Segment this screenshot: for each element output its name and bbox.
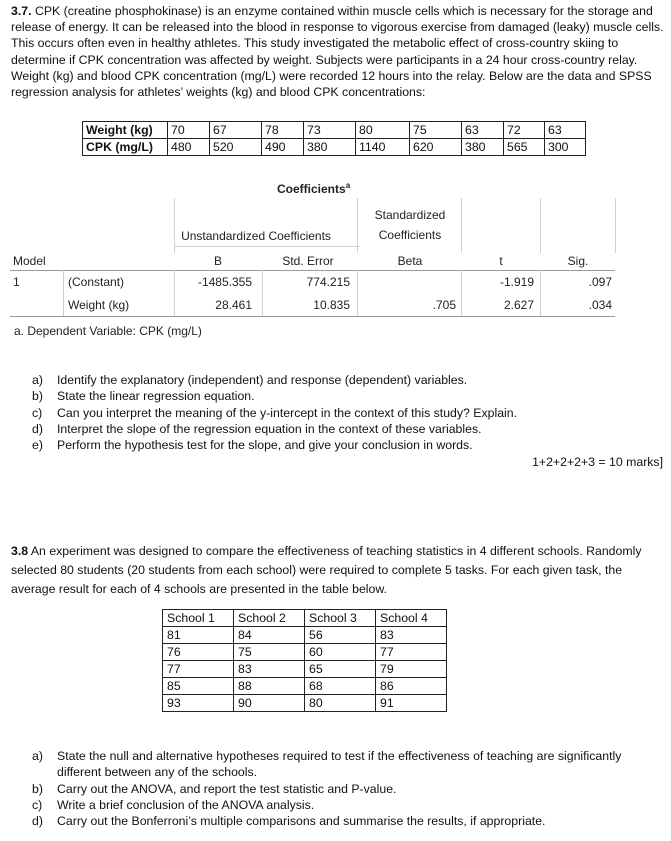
school-cell: 65 xyxy=(305,661,376,678)
school-cell: 68 xyxy=(305,678,376,695)
school-row xyxy=(163,627,447,644)
school-cell: 76 xyxy=(163,644,234,661)
spss-unstd-header: Unstandardized Coefficients xyxy=(181,229,331,243)
school-cell: 56 xyxy=(305,627,376,644)
cpk-cell: 300 xyxy=(545,139,586,156)
question-text: Carry out the Bonferroni’s multiple comparisons and summarise the results, if appropriate. xyxy=(57,814,546,829)
spss-row-se: 10.835 xyxy=(313,298,350,312)
spss-gridline xyxy=(357,198,358,253)
spss-gridline xyxy=(357,270,358,316)
weight-cell: 70 xyxy=(168,122,210,139)
question-label: b) xyxy=(32,781,43,796)
school-cell: 80 xyxy=(305,695,376,712)
spss-col-t: t xyxy=(499,254,503,268)
spss-gridline xyxy=(10,316,615,317)
spss-title-text: Coefficients xyxy=(277,182,346,196)
spss-col-b: B xyxy=(213,254,222,268)
school-row xyxy=(163,661,447,678)
spss-gridline xyxy=(10,270,615,271)
school-cell: 81 xyxy=(163,627,234,644)
cpk-row xyxy=(83,139,586,156)
school-header: School 2 xyxy=(234,610,305,627)
spss-title-sup: a xyxy=(345,181,351,190)
q38-number: 3.8 xyxy=(11,544,29,558)
school-row xyxy=(163,644,447,661)
school-cell: 77 xyxy=(376,644,447,661)
question-label: a) xyxy=(32,749,43,763)
cpk-cell: 490 xyxy=(262,139,304,156)
weight-label: Weight (kg) xyxy=(83,122,168,139)
school-row xyxy=(163,678,447,695)
spss-row-t: -1.919 xyxy=(499,275,534,289)
school-cell: 60 xyxy=(305,644,376,661)
weight-cell: 75 xyxy=(410,122,462,139)
school-header: School 4 xyxy=(376,610,447,627)
spss-row-name: Weight (kg) xyxy=(68,298,130,312)
spss-gridline xyxy=(540,198,541,253)
spss-gridline xyxy=(174,198,175,253)
q37-intro-text: CPK (creatine phosphokinase) is an enzyme contained within muscle cells which is necessary for the storage and release of energy. It can be released into the blood in response to vigorous exercise from damaged (leaky) muscle cells. This occurs often even in healthy athletes. This study investigated the metabolic effect of cross-country skiing to determine if CPK concentration was affected by weight. Subjects were participants in a 24 hour cross-country relay. Weight (kg) and blood CPK concentration (mg/L) were recorded 12 hours into the relay. Below are the data and SPSS regression analysis for athletes’ weights (kg) and blood CPK concentrations: xyxy=(11,4,664,100)
question-label: c) xyxy=(32,797,43,812)
spss-row-se: 774.215 xyxy=(306,275,350,289)
question-item xyxy=(32,372,652,388)
spss-row-t: 2.627 xyxy=(503,298,534,312)
q38-intro-block xyxy=(11,542,667,599)
question-item xyxy=(32,813,652,829)
question-text: State the null and alternative hypotheses required to test if the effectiveness of teaching are significantly different between any of the schools. xyxy=(57,749,622,780)
spss-model-number: 1 xyxy=(13,275,20,289)
question-label: d) xyxy=(32,814,43,829)
cpk-cell: 380 xyxy=(304,139,356,156)
cpk-cell: 565 xyxy=(504,139,545,156)
weight-cell: 67 xyxy=(210,122,262,139)
q37-intro-block xyxy=(11,3,667,100)
cpk-cell: 520 xyxy=(210,139,262,156)
spss-col-model: Model xyxy=(13,254,46,268)
question-item xyxy=(32,405,652,421)
spss-std-header-2: Coefficients xyxy=(378,228,442,242)
question-label: e) xyxy=(32,438,43,453)
weight-cell: 78 xyxy=(262,122,304,139)
spss-row-sig: .034 xyxy=(588,298,612,312)
school-cell: 90 xyxy=(234,695,305,712)
spss-gridline xyxy=(174,246,360,247)
spss-footnote: a. Dependent Variable: CPK (mg/L) xyxy=(14,324,202,338)
weight-cell: 72 xyxy=(504,122,545,139)
weight-cell: 63 xyxy=(462,122,504,139)
q37-intro xyxy=(11,3,667,100)
weight-row xyxy=(83,122,586,139)
school-header-row xyxy=(163,610,447,627)
q38-questions xyxy=(32,748,652,829)
q37-number: 3.7. xyxy=(11,4,32,18)
cpk-label: CPK (mg/L) xyxy=(83,139,168,156)
school-cell: 88 xyxy=(234,678,305,695)
cpk-cell: 380 xyxy=(462,139,504,156)
weight-cell: 63 xyxy=(545,122,586,139)
weight-cpk-table xyxy=(82,121,586,156)
school-cell: 83 xyxy=(376,627,447,644)
question-text: State the linear regression equation. xyxy=(57,389,255,404)
school-header: School 3 xyxy=(305,610,376,627)
question-text: Identify the explanatory (independent) and response (dependent) variables. xyxy=(57,373,468,387)
spss-col-sig: Sig. xyxy=(567,254,589,268)
question-text: Perform the hypothesis test for the slope, and give your conclusion in words. xyxy=(57,438,473,453)
school-row xyxy=(163,695,447,712)
question-text: Write a brief conclusion of the ANOVA analysis. xyxy=(57,797,315,812)
cpk-cell: 480 xyxy=(168,139,210,156)
spss-col-beta: Beta xyxy=(397,254,423,268)
spss-gridline xyxy=(461,198,462,253)
question-label: b) xyxy=(32,389,43,404)
spss-title xyxy=(277,181,350,196)
question-item xyxy=(32,437,652,453)
spss-std-header-1: Standardized xyxy=(374,208,446,222)
school-cell: 86 xyxy=(376,678,447,695)
school-cell: 75 xyxy=(234,644,305,661)
spss-gridline xyxy=(63,270,64,316)
school-cell: 79 xyxy=(376,661,447,678)
weight-cell: 73 xyxy=(304,122,356,139)
cpk-cell: 1140 xyxy=(356,139,410,156)
spss-row-b: 28.461 xyxy=(215,298,252,312)
question-text: Interpret the slope of the regression equation in the context of these variables. xyxy=(57,421,482,436)
school-cell: 91 xyxy=(376,695,447,712)
question-label: d) xyxy=(32,421,43,436)
question-label: c) xyxy=(32,405,43,420)
school-cell: 93 xyxy=(163,695,234,712)
q37-questions xyxy=(32,372,652,453)
question-item xyxy=(32,797,652,813)
school-header: School 1 xyxy=(163,610,234,627)
spss-row-name: (Constant) xyxy=(68,275,125,289)
spss-gridline xyxy=(615,198,616,253)
question-item xyxy=(32,421,652,437)
school-cell: 84 xyxy=(234,627,305,644)
q38-intro-text: An experiment was designed to compare the effectiveness of teaching statistics in 4 different schools. Randomly selected 80 students (20 students from each school) were required to complete 5 tasks. For each given task, the average result for each of 4 schools are presented in the table below. xyxy=(11,544,642,596)
spss-gridline xyxy=(174,270,175,316)
question-item xyxy=(32,748,652,781)
spss-row-sig: .097 xyxy=(588,275,612,289)
weight-cell: 80 xyxy=(356,122,410,139)
school-cell: 85 xyxy=(163,678,234,695)
spss-col-se: Std. Error xyxy=(282,254,334,268)
q37-marks: 1+2+2+2+3 = 10 marks] xyxy=(532,455,663,469)
spss-gridline xyxy=(540,270,541,316)
question-item xyxy=(32,781,652,797)
spss-row-b: -1485.355 xyxy=(197,275,252,289)
question-text: Carry out the ANOVA, and report the test statistic and P-value. xyxy=(57,781,397,796)
question-text: Can you interpret the meaning of the y-intercept in the context of this study? Explain. xyxy=(57,405,518,420)
school-table xyxy=(162,609,447,712)
question-label: a) xyxy=(32,373,43,387)
school-cell: 83 xyxy=(234,661,305,678)
question-item xyxy=(32,388,652,404)
cpk-cell: 620 xyxy=(410,139,462,156)
q38-intro xyxy=(11,542,667,599)
school-cell: 77 xyxy=(163,661,234,678)
spss-row-beta: .705 xyxy=(432,298,456,312)
